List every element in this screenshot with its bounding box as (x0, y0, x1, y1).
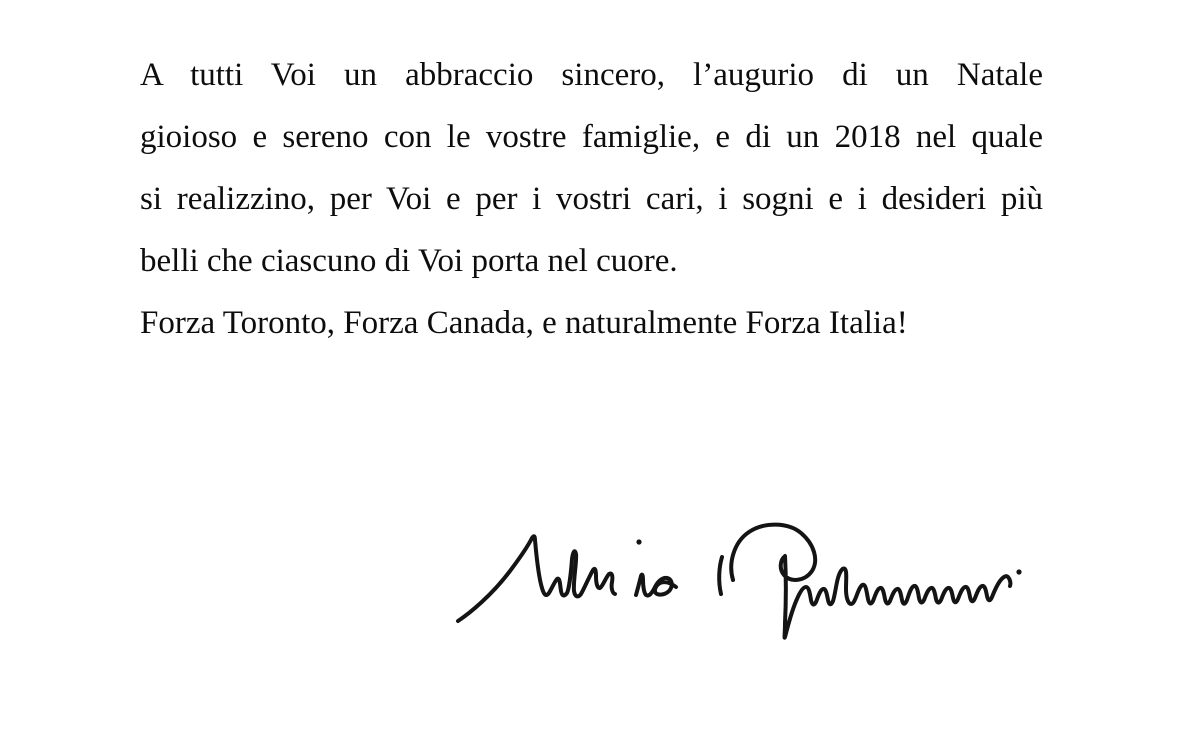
signature-i-dot-berlusconi (1016, 569, 1021, 574)
letter-body (140, 44, 1043, 354)
letter-paragraph1-line1: A tutti Voi un abbraccio sincero, l’augurio di un Natale (140, 57, 1043, 93)
signature-i-dot-silvio (636, 539, 641, 544)
letter-paragraph1-line4: belli che ciascuno di Voi porta nel cuore. (140, 243, 678, 279)
handwritten-signature (450, 503, 1050, 673)
letter-paragraph1-line3: si realizzino, per Voi e per i vostri cari, i sogni e i desideri più (140, 181, 1043, 217)
signature-stroke-b-tick (719, 557, 722, 594)
letter-paragraph1-line2: gioioso e sereno con le vostre famiglie, e di un 2018 nel quale (140, 119, 1043, 155)
signature-stroke-berlusconi (731, 525, 1010, 638)
letter-paragraph2: Forza Toronto, Forza Canada, e naturalmente Forza Italia! (140, 305, 908, 341)
signature-stroke-silvio-io (636, 575, 676, 596)
signature-stroke-silvio (458, 536, 615, 621)
signature-svg (450, 503, 1050, 673)
